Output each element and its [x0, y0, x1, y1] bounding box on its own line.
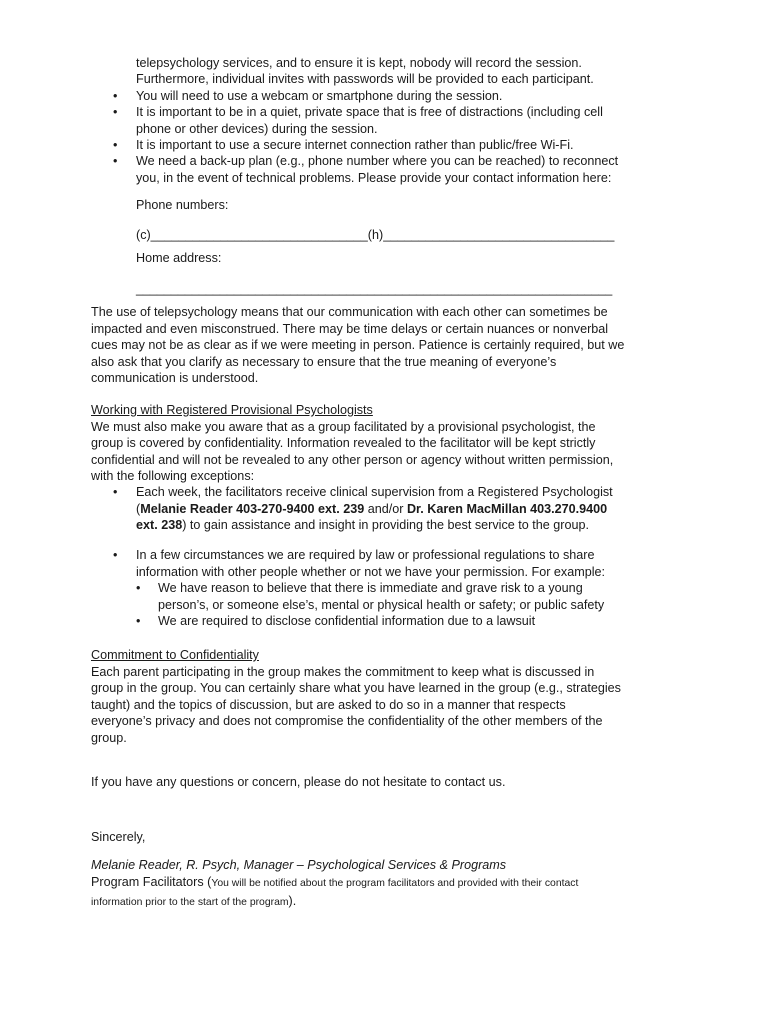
bullet-icon: • [113, 105, 118, 119]
bullet-icon: • [113, 138, 118, 152]
supervisor-name: Dr. Karen MacMillan 403.270.9400 [406, 501, 608, 516]
questions-text: If you have any questions or concern, please do not hesitate to contact us. [91, 775, 506, 789]
supervisor-name: Melanie Reader 403-270-9400 ext. 239 [140, 501, 365, 516]
confidentiality-section: Commitment to Confidentiality Each parent participating in the group makes the commitment to keep what is discussed in group in the group. You can certainly share what you have learned in the group (e.g., strategies taught) and the topics of discussion, but are asked to do so in a manner that respects everyone’s privacy and does not compromise the confidentiality of the other members of the group. [91, 648, 621, 745]
communication-paragraph: The use of telepsychology means that our communication with each other can sometimes be impacted and even misconstrued. There may be time delays or certain nuances or nonverbal cues may not be as clear as if we were meeting in person. Patience is certainly required, but we also ask that you clarify as necessary to ensure that the true meaning of everyone’s communication is understood. [91, 305, 625, 386]
phone-fields[interactable]: (c)_______________________________(h)_________________________________ [136, 228, 615, 242]
text-line: telepsychology services, and to ensure it is kept, nobody will record the session. [136, 56, 582, 70]
bullet-icon: • [136, 614, 141, 629]
list-item: • You will need to use a webcam or smartphone during the session. [113, 89, 503, 103]
bullet-icon: • [113, 154, 118, 168]
provisional-section: Working with Registered Provisional Psychologists We must also make you aware that as a group facilitated by a provisional psychologist, the group is covered by confidentiality. Information revealed to the facilitator will be kept strictly confidential and will not be revealed to any other person or agency without written permission, with the following exceptions: [91, 403, 614, 484]
closing-text: Sincerely, [91, 830, 146, 844]
bullet-icon: • [136, 581, 141, 596]
address-field[interactable]: ____________________________________________________________________ [136, 282, 613, 296]
facilitators-note: Program Facilitators (You will be notified about the program facilitators and provided with their contact information prior to the start of the program). [91, 875, 579, 908]
list-item: • It is important to use a secure internet connection rather than public/free Wi-Fi. [113, 138, 574, 152]
section-heading: Working with Registered Provisional Psychologists [91, 403, 373, 417]
bullet-icon: • [113, 89, 118, 103]
list-item: • It is important to be in a quiet, private space that is free of distractions (including cell phone or other devices) during the session. [113, 105, 603, 136]
list-item: • We need a back-up plan (e.g., phone number where you can be reached) to reconnect you, in the event of technical problems. Please provide your contact information here: [113, 154, 619, 185]
address-label: Home address: [136, 251, 222, 265]
phone-label: Phone numbers: [136, 198, 229, 212]
circumstances-item: • In a few circumstances we are required by law or professional regulations to share information with other people whether or not we have your permission. For example: • We have reason to believe that there is immediate and grave risk to a young person’s, or someone else’s, mental or physical health or safety; or public safety • We are required to disclose confidential information due to a lawsuit [113, 548, 606, 629]
bullet-icon: • [113, 485, 118, 499]
text-line: Furthermore, individual invites with passwords will be provided to each participant. [136, 72, 594, 86]
section-heading: Commitment to Confidentiality [91, 648, 259, 662]
bullet-icon: • [113, 548, 118, 562]
signature-line: Melanie Reader, R. Psych, Manager – Psychological Services & Programs [91, 858, 507, 872]
supervision-item: • Each week, the facilitators receive clinical supervision from a Registered Psychologist (Melanie Reader 403-270-9400 ext. 239 and/or Dr. Karen MacMillan 403.270.9400 ext. 238) to gain assistance and insight in providing the best service to the group. [113, 485, 613, 533]
